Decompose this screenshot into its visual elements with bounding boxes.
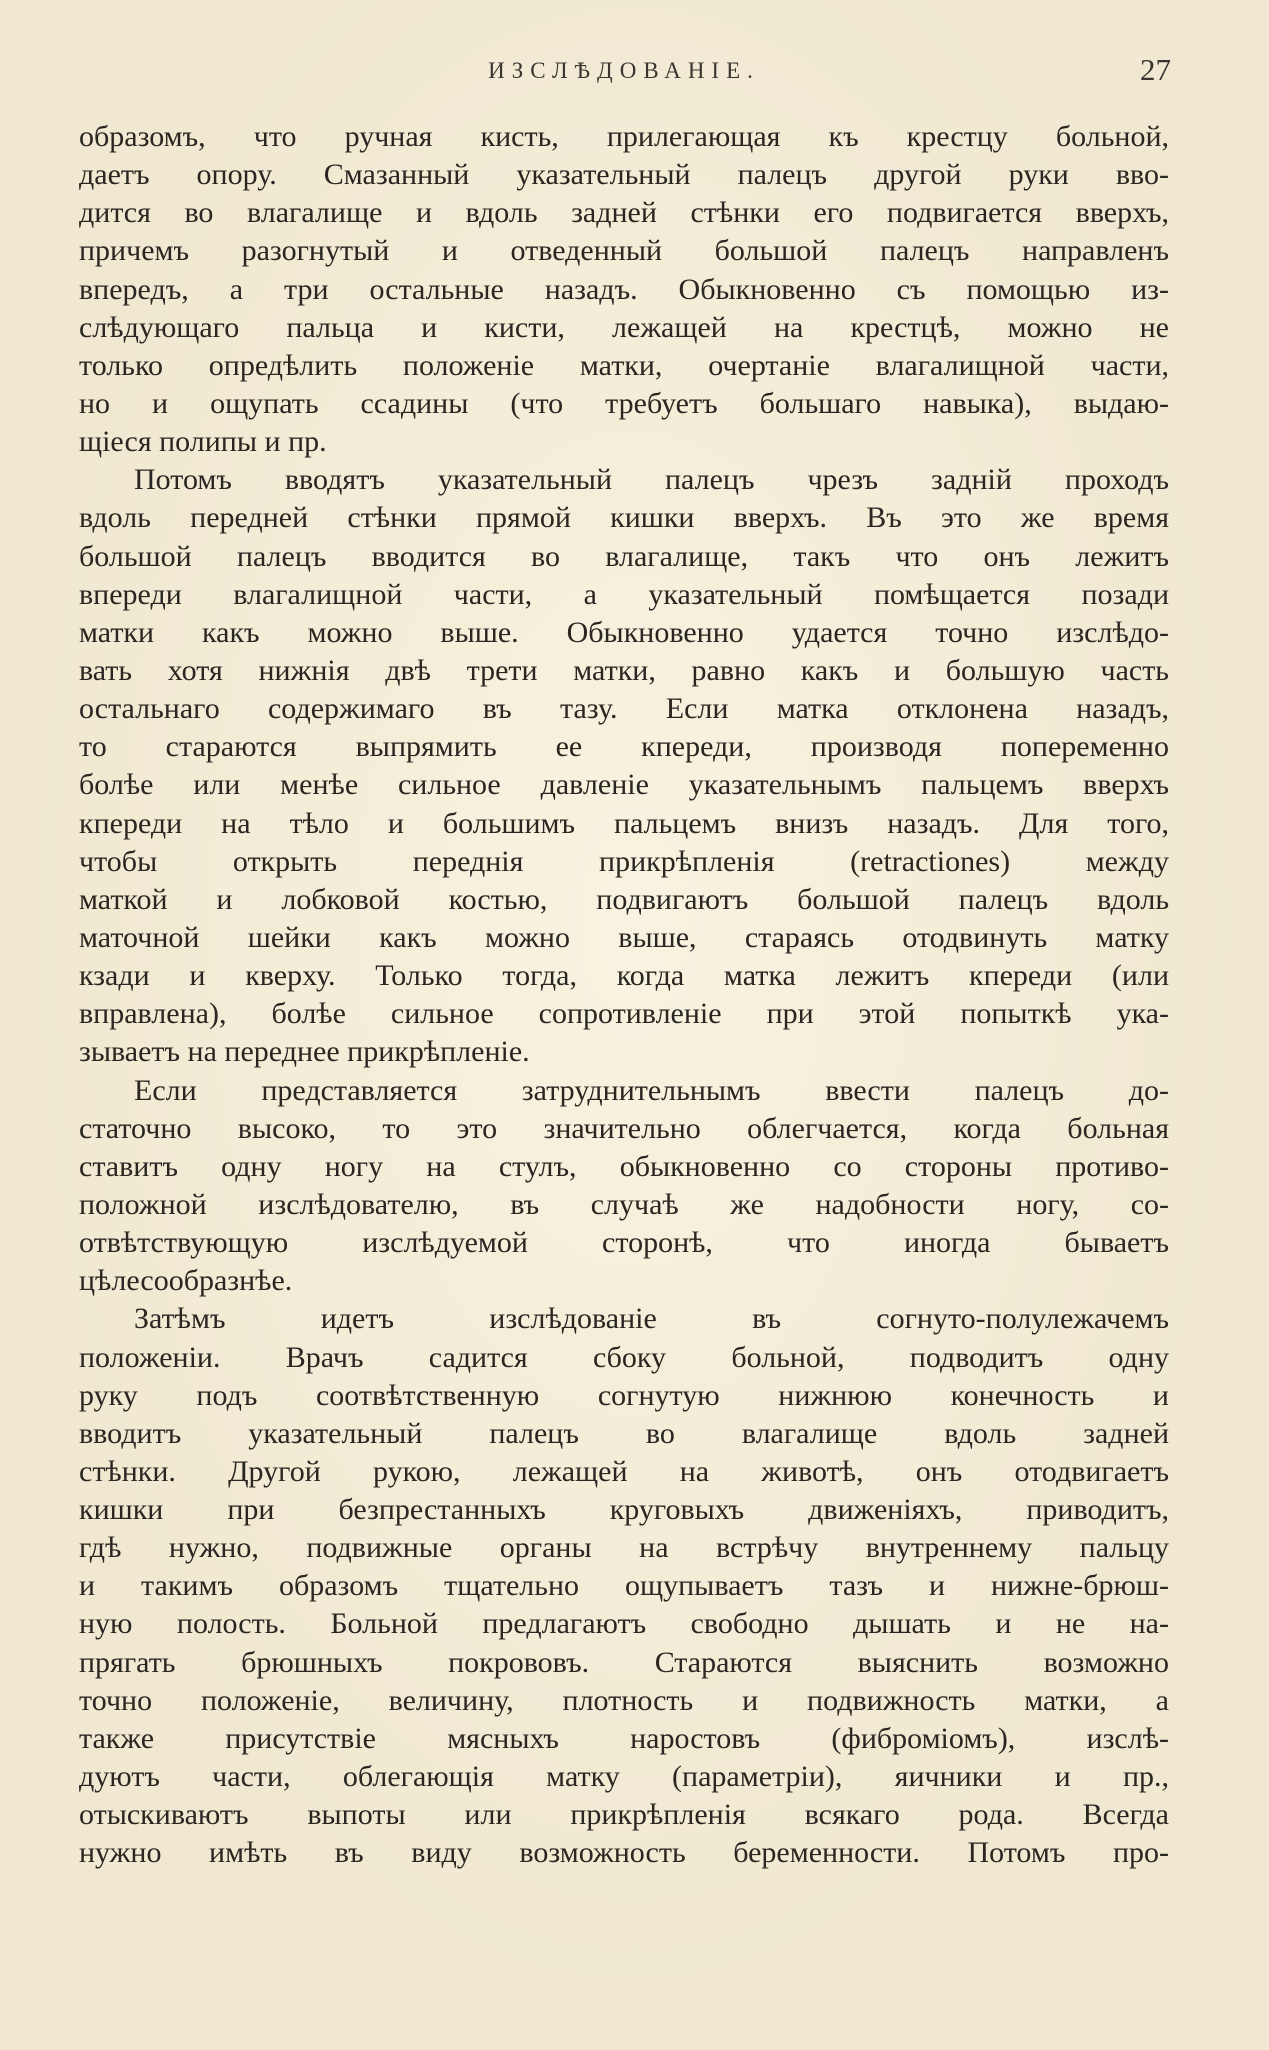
text-line: статочно высоко, то это значительно облегчается, когда больная (79, 1111, 1169, 1145)
text-line: маткой и лобковой костью, подвигаютъ большой палецъ вдоль (79, 882, 1169, 916)
text-line: и такимъ образомъ тщательно ощупываетъ тазъ и нижне-брюш- (79, 1569, 1169, 1603)
text-line: вправлена), болѣе сильное сопротивленіе при этой попыткѣ ука- (79, 997, 1169, 1031)
text-line: вдоль передней стѣнки прямой кишки вверхъ. Въ это же время (79, 501, 1169, 535)
text-line: только опредѣлить положеніе матки, очертаніе влагалищной части, (79, 348, 1169, 382)
text-line: слѣдующаго пальца и кисти, лежащей на крестцѣ, можно не (79, 310, 1169, 344)
paragraph-first-line: Если представляется затруднительнымъ ввести палецъ до- (134, 1073, 1169, 1107)
text-line: даетъ опору. Смазанный указательный палецъ другой руки вво- (79, 158, 1169, 192)
text-line: дится во влагалище и вдоль задней стѣнки его подвигается вверхъ, (79, 196, 1169, 230)
text-line: зываетъ на переднее прикрѣпленіе. (79, 1035, 530, 1069)
text-line: впереди влагалищной части, а указательный помѣщается позади (79, 577, 1169, 611)
page-header (79, 52, 1169, 96)
text-line: отвѣтствующую изслѣдуемой сторонѣ, что иногда бываетъ (79, 1226, 1169, 1260)
text-line: матки какъ можно выше. Обыкновенно удается точно изслѣдо- (79, 615, 1169, 649)
paragraph-first-line: Затѣмъ идетъ изслѣдованіе въ согнуто-полулежачемъ (134, 1302, 1169, 1336)
text-line: впередъ, а три остальные назадъ. Обыкновенно съ помощью из- (79, 272, 1169, 306)
text-line: дуютъ части, облегающія матку (параметріи), яичники и пр., (79, 1760, 1169, 1794)
text-line: но и ощупать ссадины (что требуетъ большаго навыка), выдаю- (79, 386, 1169, 420)
text-line: большой палецъ вводится во влагалище, такъ что онъ лежитъ (79, 539, 1169, 573)
text-line: ставитъ одну ногу на стулъ, обыкновенно со стороны противо- (79, 1149, 1169, 1183)
text-line: чтобы открыть переднія прикрѣпленія (retractiones) между (79, 844, 1169, 878)
text-line: прягать брюшныхъ покрововъ. Стараются выяснить возможно (79, 1645, 1169, 1679)
text-line: ную полость. Больной предлагаютъ свободно дышать и не на- (79, 1607, 1169, 1641)
body-text (79, 118, 1169, 1872)
page-number: 27 (1140, 52, 1171, 87)
text-line: цѣлесообразнѣе. (79, 1264, 293, 1298)
text-line: причемъ разогнутый и отведенный большой палецъ направленъ (79, 234, 1169, 268)
text-line: гдѣ нужно, подвижные органы на встрѣчу внутреннему пальцу (79, 1531, 1169, 1565)
running-head: ИЗСЛѢДОВАНІЕ. (488, 58, 760, 83)
text-line: образомъ, что ручная кисть, прилегающая къ крестцу больной, (79, 120, 1169, 153)
text-line: точно положеніе, величину, плотность и подвижность матки, а (79, 1683, 1169, 1717)
text-line: положной изслѣдователю, въ случаѣ же надобности ногу, со- (79, 1187, 1169, 1221)
text-line: кпереди на тѣло и большимъ пальцемъ внизъ назадъ. Для того, (79, 806, 1169, 840)
text-line: кишки при безпрестанныхъ круговыхъ движеніяхъ, приводитъ, (79, 1493, 1169, 1527)
text-line: вводитъ указательный палецъ во влагалище вдоль задней (79, 1416, 1169, 1450)
text-line: нужно имѣть въ виду возможность беременности. Потомъ про- (79, 1836, 1169, 1870)
text-line: кзади и кверху. Только тогда, когда матка лежитъ кпереди (или (79, 959, 1169, 993)
text-line: стѣнки. Другой рукою, лежащей на животѣ, онъ отодвигаетъ (79, 1454, 1169, 1488)
paragraph-first-line: Потомъ вводятъ указательный палецъ чрезъ задній проходъ (134, 463, 1169, 497)
text-line: также присутствіе мясныхъ наростовъ (фиброміомъ), изслѣ- (79, 1721, 1169, 1755)
text-line: вать хотя нижнія двѣ трети матки, равно какъ и большую часть (79, 653, 1169, 687)
text-line: положеніи. Врачъ садится сбоку больной, подводитъ одну (79, 1340, 1169, 1374)
text-line: то стараются выпрямить ее кпереди, производя попеременно (79, 730, 1169, 764)
text-line: остальнаго содержимаго въ тазу. Если матка отклонена назадъ, (79, 692, 1169, 726)
text-line: маточной шейки какъ можно выше, стараясь отодвинуть матку (79, 920, 1169, 954)
text-line: отыскиваютъ выпоты или прикрѣпленія всякаго рода. Всегда (79, 1798, 1169, 1832)
text-line: щіеся полипы и пр. (79, 425, 327, 459)
text-line: руку подъ соотвѣтственную согнутую нижнюю конечность и (79, 1378, 1169, 1412)
text-line: болѣе или менѣе сильное давленіе указательнымъ пальцемъ вверхъ (79, 768, 1169, 802)
